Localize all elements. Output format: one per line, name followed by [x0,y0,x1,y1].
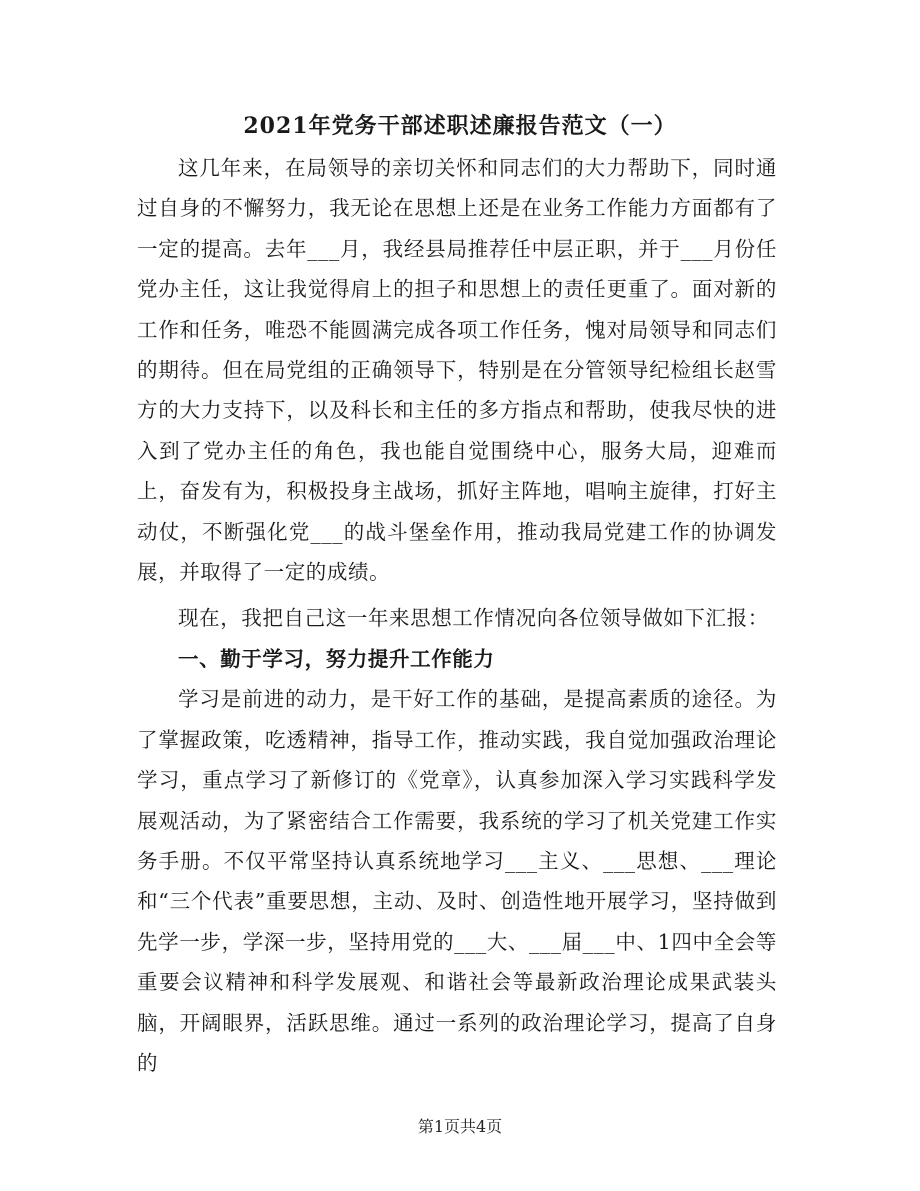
paragraph-intro: 这几年来，在局领导的亲切关怀和同志们的大力帮助下，同时通过自身的不懈努力，我无论在思想上还是在业务工作能力方面都有了一定的提高。去年___月，我经县局推荐任中层正职，并于___月份任党办主任，这让我觉得肩上的担子和思想上的责任更重了。面对新的工作和任务，唯恐不能圆满完成各项工作任务，愧对局领导和同志们的期待。但在局党组的正确领导下，特别是在分管领导纪检组长赵雪方的大力支持下，以及科长和主任的多方指点和帮助，使我尽快的进入到了党办主任的角色，我也能自觉围绕中心，服务大局，迎难而上，奋发有为，积极投身主战场，抓好主阵地，唱响主旋律，打好主动仗，不断强化党___的战斗堡垒作用，推动我局党建工作的协调发展，并取得了一定的成绩。 [137,156,777,585]
paragraph-study: 学习是前进的动力，是干好工作的基础，是提高素质的途径。为了掌握政策，吃透精神，指导工作，推动实践，我自觉加强政治理论学习，重点学习了新修订的《党章》，认真参加深入学习实践科学发展观活动，为了紧密结合工作需要，我系统的学习了机关党建工作实务手册。不仅平常坚持认真系统地学习___主义、___思想、___理论和“三个代表”重要思想，主动、及时、创造性地开展学习，坚持做到先学一步，学深一步，坚持用党的___大、___届___中、1四中全会等重要会议精神和科学发展观、和谐社会等最新政治理论成果武装头脑，开阔眼界，活跃思维。通过一系列的政治理论学习，提高了自身的 [137,687,777,1075]
document-body [137,148,777,1083]
section-heading-study: 一、勤于学习，努力提升工作能力 [178,646,495,671]
page-footer: 第1页共4页 [417,1117,503,1136]
paragraph-report-lead: 现在，我把自己这一年来思想工作情况向各位领导做如下汇报： [178,606,769,631]
document-title: 2021年党务干部述职述廉报告范文（一） [243,113,677,139]
